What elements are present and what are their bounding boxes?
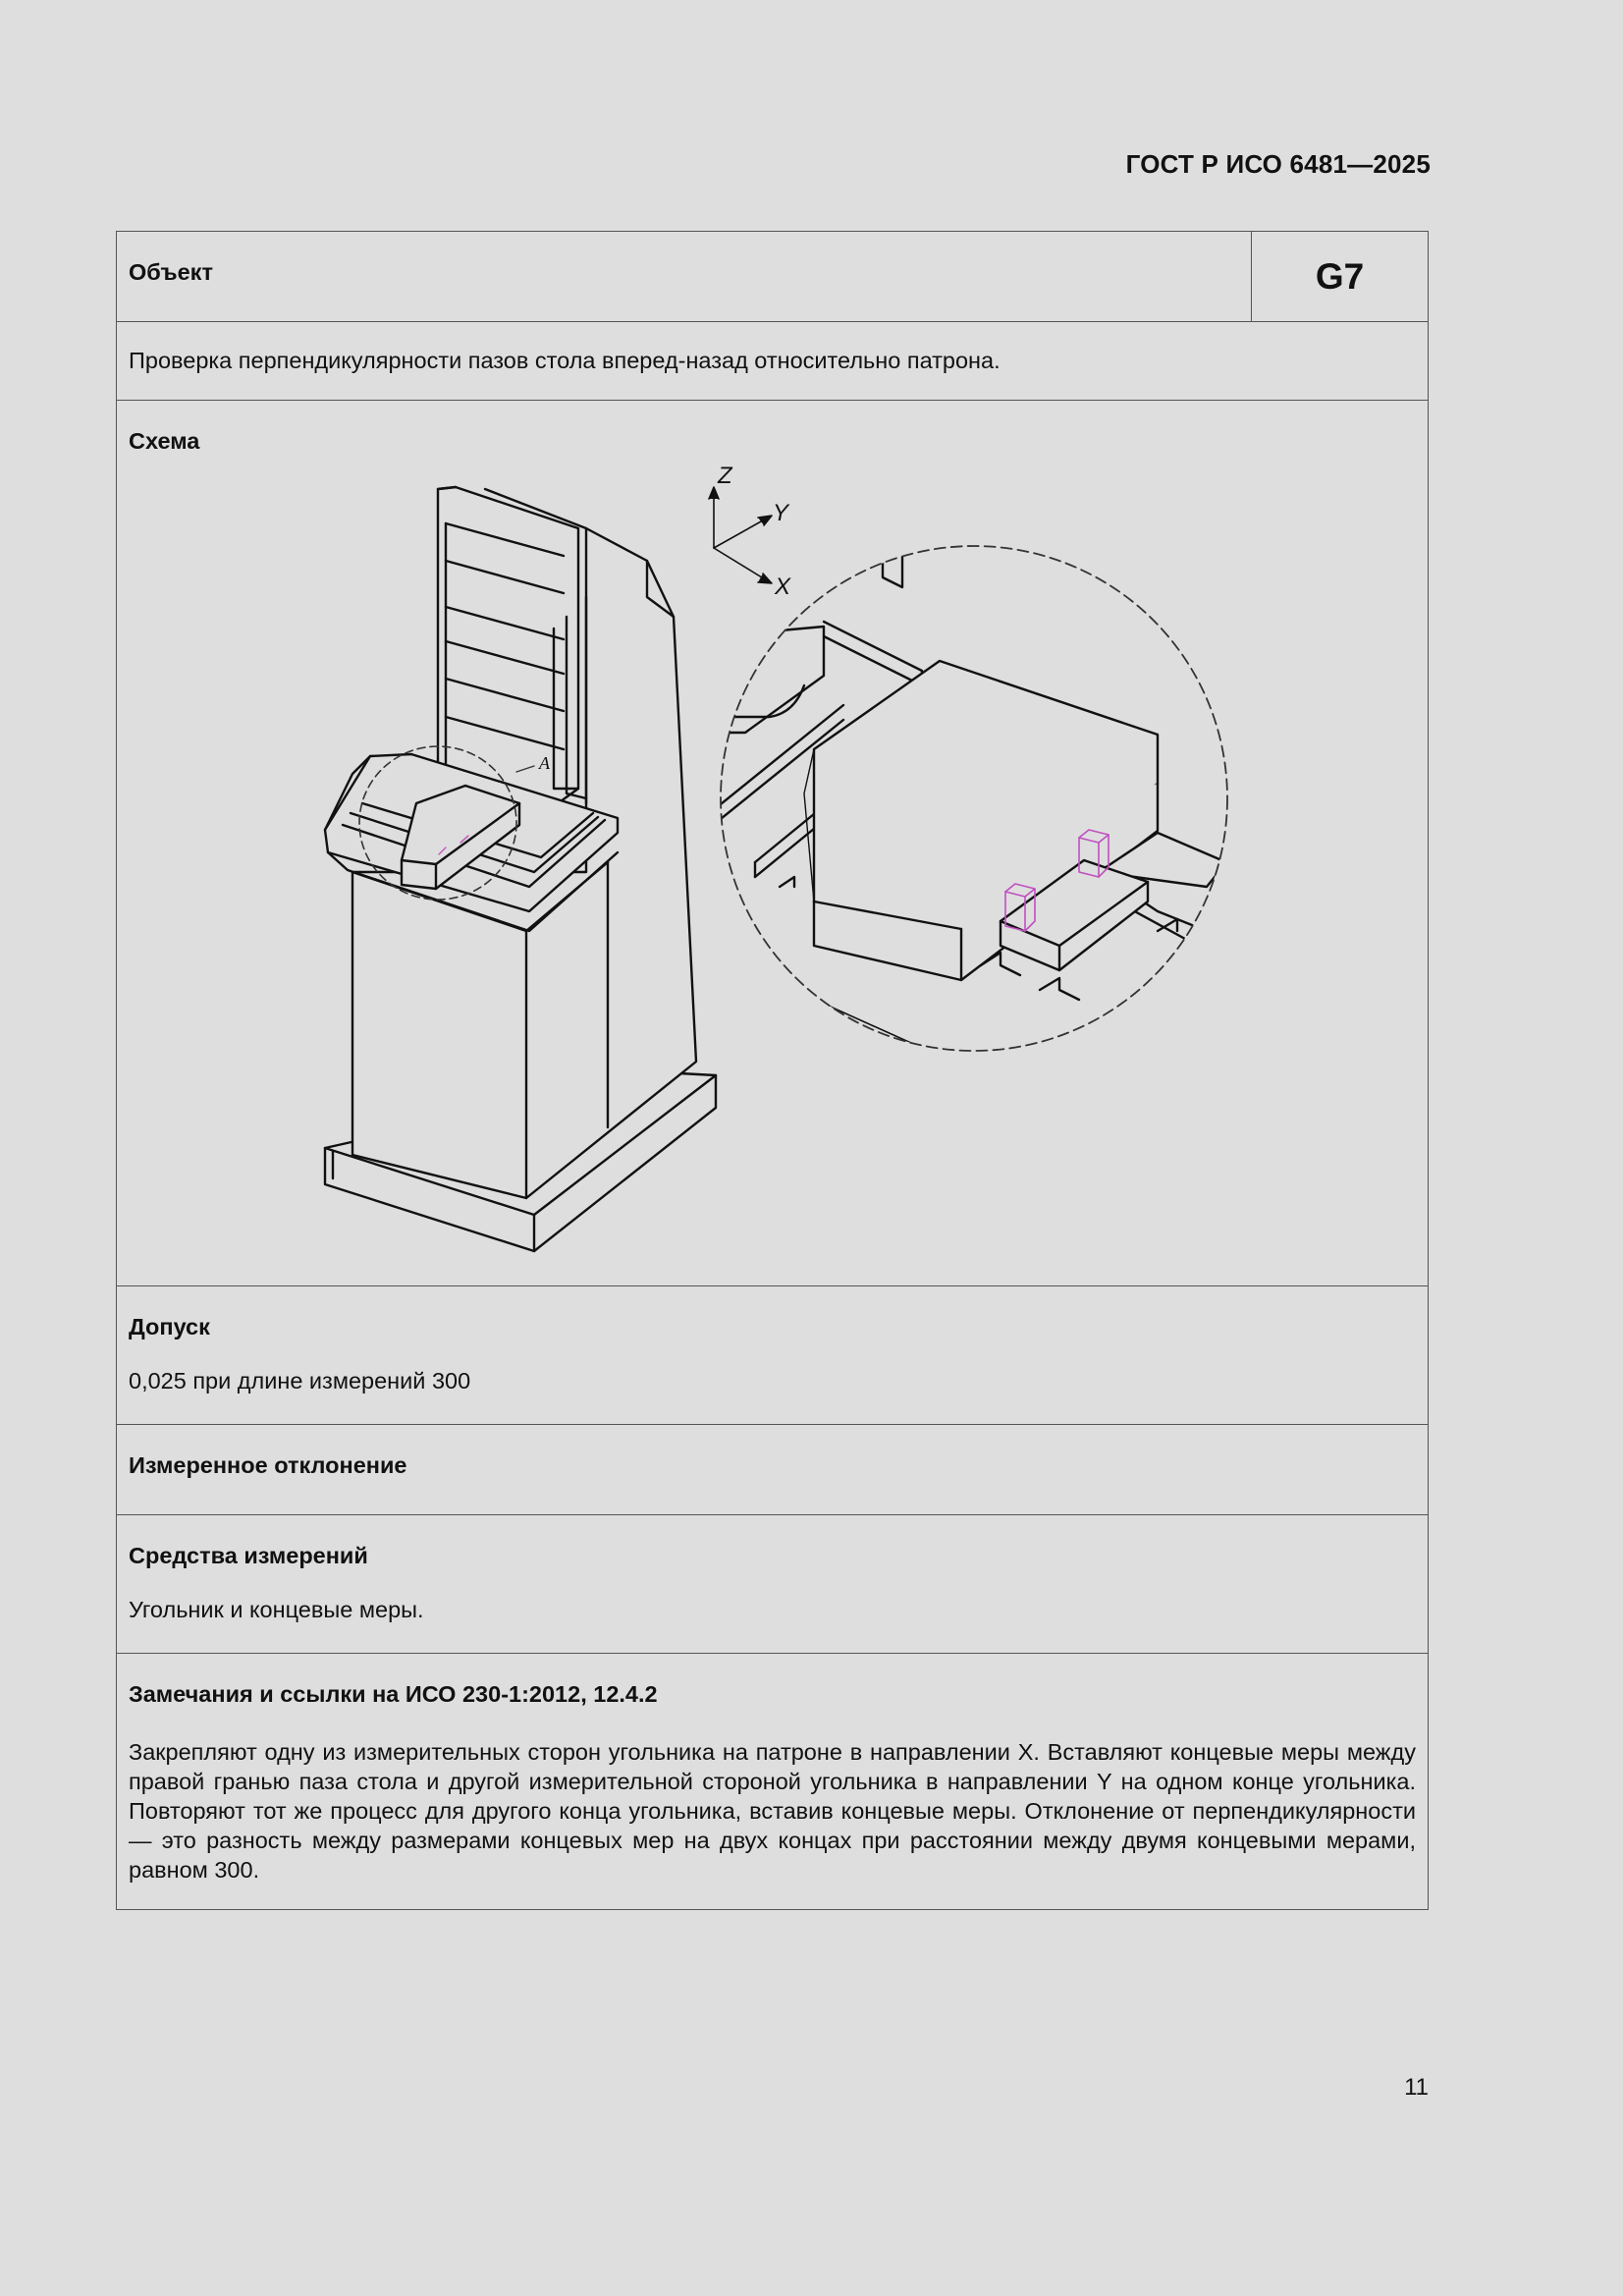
tolerance-cell: [117, 1286, 1429, 1425]
measuring-means-cell: [117, 1515, 1429, 1654]
notes-cell: [117, 1654, 1429, 1910]
notes-row: [117, 1654, 1429, 1910]
object-cell: [117, 232, 1252, 322]
deviation-cell: [117, 1425, 1429, 1515]
tolerance-value: 0,025 при длине измерений 300: [129, 1368, 471, 1394]
tolerance-label: Допуск: [129, 1314, 210, 1339]
detail-view-large: [608, 499, 1226, 1157]
test-specification-table: [116, 231, 1429, 1910]
schema-cell: [117, 401, 1429, 1286]
axis-x-label: X: [775, 574, 791, 600]
machine-head: [438, 487, 586, 803]
notes-text: Закрепляют одну из измерительных сторон угольника на патроне в направлении X. Вставляют концевые меры между правой гранью паза стола и другой измерительной стороной угольника в направлении Y на одном конце угольника. Повторяют тот же процесс для другого конца угольника, вставив концевые меры. Отклонение от перпендикулярности — это разность между размерами концевых мер на двух концах при расстоянии между двумя концевыми мерами, равном 300.: [129, 1739, 1416, 1883]
object-row: [117, 232, 1429, 322]
axis-z-label: Z: [718, 463, 732, 489]
deviation-row: [117, 1425, 1429, 1515]
measuring-means-value: Угольник и концевые меры.: [129, 1597, 424, 1622]
check-cell: [117, 322, 1429, 401]
check-row: [117, 322, 1429, 401]
standard-code: ГОСТ Р ИСО 6481—2025: [1125, 149, 1431, 179]
axis-triad: [709, 487, 772, 583]
axis-y-label: Y: [773, 500, 789, 526]
measuring-means-label: Средства измерений: [129, 1543, 368, 1568]
deviation-label: Измеренное отклонение: [129, 1452, 407, 1478]
notes-label: Замечания и ссылки на ИСО 230-1:2012, 12.4.2: [129, 1681, 658, 1707]
test-code: G7: [1315, 255, 1365, 297]
object-label: Объект: [129, 259, 213, 285]
schema-row: [117, 401, 1429, 1286]
measuring-means-row: [117, 1515, 1429, 1654]
schema-label: Схема: [129, 428, 200, 454]
test-code-cell: [1252, 232, 1429, 322]
page-number: 11: [1404, 2074, 1429, 2101]
detail-marker-label: A: [539, 753, 550, 773]
tolerance-row: [117, 1286, 1429, 1425]
machine-schematic-diagram: [117, 401, 1430, 1285]
check-description: Проверка перпендикулярности пазов стола вперед-назад относительно патрона.: [129, 348, 1001, 373]
